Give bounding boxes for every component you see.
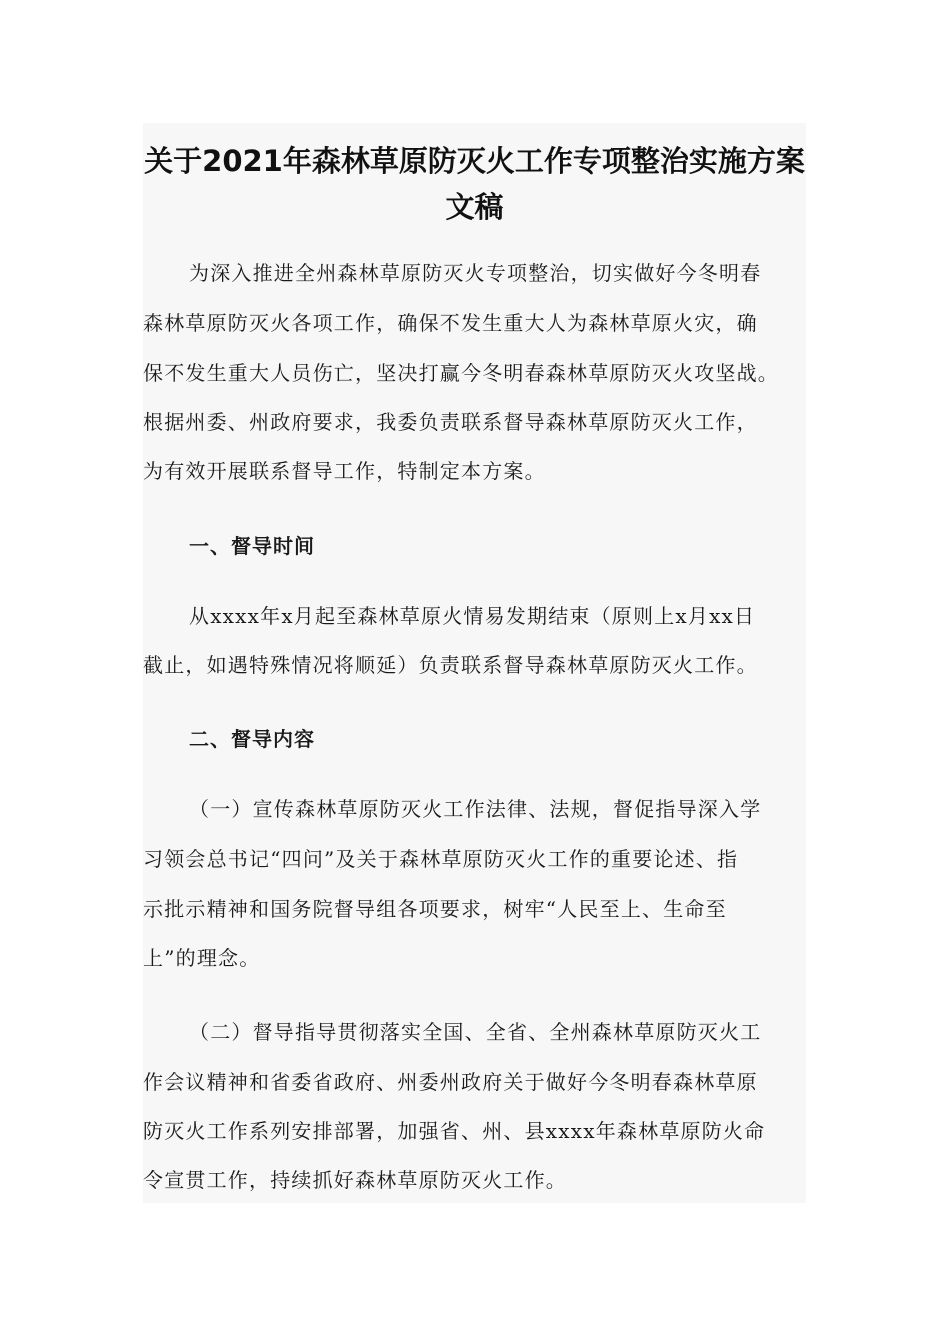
- item-1-line: （一）宣传森林草原防灭火工作法律、法规，督促指导深入学: [189, 797, 762, 821]
- item-2-line: 令宣贯工作，持续抓好森林草原防灭火工作。: [143, 1168, 567, 1192]
- item-2-line: 防灭火工作系列安排部署，加强省、州、县xxxx年森林草原防火命: [143, 1119, 766, 1143]
- intro-line: 保不发生重大人员伤亡，坚决打赢今冬明春森林草原防灭火攻坚战。: [143, 361, 779, 385]
- item-1-line: 习领会总书记“四问”及关于森林草原防灭火工作的重要论述、指: [143, 847, 739, 871]
- item-1-line: 上”的理念。: [143, 946, 261, 970]
- item-1-line: 示批示精神和国务院督导组各项要求，树牢“人民至上、生命至: [143, 897, 727, 921]
- section-1-heading: 一、督导时间: [189, 534, 315, 558]
- item-2-line: 作会议精神和省委省政府、州委州政府关于做好今冬明春森林草原: [143, 1070, 758, 1094]
- section-2-heading: 二、督导内容: [189, 727, 315, 751]
- document-title-line-2: 文稿: [445, 190, 504, 224]
- intro-line: 森林草原防灭火各项工作，确保不发生重大人为森林草原火灾，确: [143, 311, 758, 335]
- intro-line: 根据州委、州政府要求，我委负责联系督导森林草原防灭火工作，: [143, 410, 758, 434]
- intro-line: 为深入推进全州森林草原防灭火专项整治，切实做好今冬明春: [189, 261, 762, 285]
- document-page: [143, 123, 806, 1203]
- document-title-line-1: 关于2021年森林草原防灭火工作专项整治实施方案: [144, 144, 805, 178]
- intro-line: 为有效开展联系督导工作，特制定本方案。: [143, 459, 546, 483]
- section-1-line: 从xxxx年x月起至森林草原火情易发期结束（原则上x月xx日: [189, 604, 756, 628]
- section-1-line: 截止，如遇特殊情况将顺延）负责联系督导森林草原防灭火工作。: [143, 653, 758, 677]
- item-2-line: （二）督导指导贯彻落实全国、全省、全州森林草原防灭火工: [189, 1020, 762, 1044]
